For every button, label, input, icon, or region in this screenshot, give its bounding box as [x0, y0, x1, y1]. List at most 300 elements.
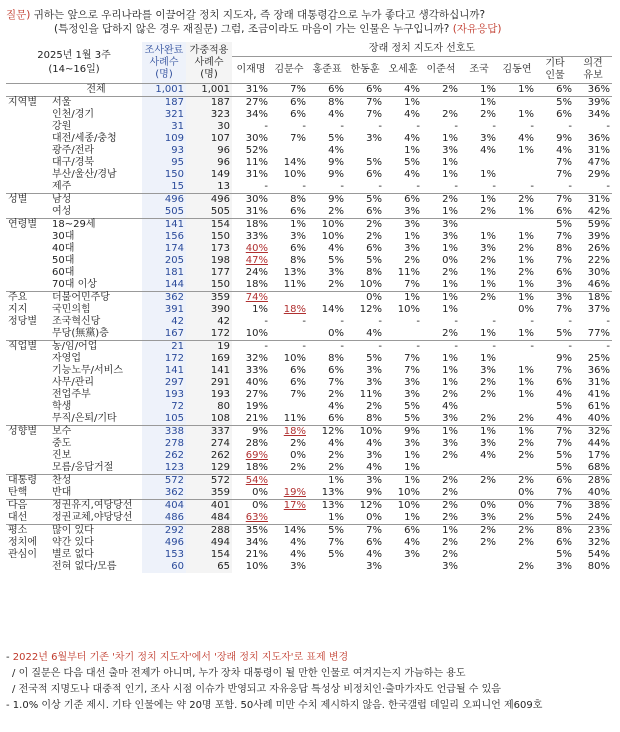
value-cell: 40% — [587, 413, 610, 424]
value-cell: 12% — [359, 304, 382, 315]
table-row — [6, 438, 612, 450]
row-label: 학생 — [52, 401, 72, 412]
value-cell: 2% — [442, 328, 458, 339]
value-cell: 1% — [404, 145, 420, 156]
table-row — [6, 328, 612, 341]
sample-count: 262 — [142, 450, 186, 462]
value-cell: 0% — [460, 500, 498, 513]
value-cell: 6% — [290, 377, 306, 388]
value-cell: 10% — [245, 561, 268, 572]
row-group-label: 주요 — [6, 292, 50, 305]
value-cell: 3% — [480, 365, 496, 376]
value-cell: 2% — [518, 267, 534, 278]
value-cell: 7% — [328, 537, 344, 548]
table-row — [6, 231, 612, 243]
row-label: 찬성 — [50, 475, 142, 488]
value-cell: 19% — [283, 487, 306, 498]
weighted-count: 494 — [186, 537, 232, 549]
value-cell: 2% — [442, 512, 458, 523]
value-cell: 3% — [404, 438, 420, 449]
value-cell: 6% — [290, 243, 306, 254]
value-cell: 36% — [587, 133, 610, 144]
value-cell: 11% — [359, 389, 382, 400]
value-cell: 54% — [232, 475, 270, 488]
weighted-count: 30 — [186, 121, 232, 133]
sample-count: 141 — [142, 219, 186, 232]
value-cell: 7% — [346, 97, 384, 110]
row-group-label — [6, 438, 50, 450]
sample-count: 15 — [142, 181, 186, 194]
value-cell: 2% — [518, 537, 534, 548]
value-cell: - — [264, 121, 268, 132]
value-cell: 1% — [460, 194, 498, 207]
value-cell: 0% — [290, 450, 306, 461]
value-cell: 6% — [556, 109, 572, 120]
value-cell: - — [264, 316, 268, 327]
value-cell: 4% — [404, 133, 420, 144]
value-cell: 1% — [518, 145, 534, 156]
value-cell: 10% — [359, 279, 382, 290]
value-cell: 2% — [480, 537, 496, 548]
table-row — [6, 549, 612, 561]
row-group-label — [6, 157, 50, 169]
weighted-count: 150 — [186, 231, 232, 243]
value-cell: 2% — [366, 231, 382, 242]
value-cell: 3% — [442, 438, 458, 449]
value-cell: 5% — [366, 353, 382, 364]
value-cell: 6% — [556, 377, 572, 388]
value-cell: 21% — [245, 549, 268, 560]
value-cell: 8% — [536, 525, 574, 538]
value-cell: 5% — [404, 157, 420, 168]
value-cell: - — [568, 121, 572, 132]
value-cell: 3% — [404, 243, 420, 254]
value-cell: - — [606, 181, 610, 192]
sample-count: 21 — [142, 341, 186, 354]
row-label: 40대 — [52, 243, 75, 254]
row-label: 70대 이상 — [52, 279, 97, 290]
table-row — [6, 169, 612, 181]
value-cell: 4% — [328, 145, 344, 156]
value-cell: 6% — [366, 243, 382, 254]
value-cell: 1% — [480, 267, 496, 278]
table-row — [6, 377, 612, 389]
value-cell: 30% — [587, 267, 610, 278]
value-cell: 17% — [270, 500, 308, 513]
value-cell: 18% — [283, 304, 306, 315]
value-cell: - — [416, 121, 420, 132]
row-label: 60대 — [52, 267, 75, 278]
value-cell: 46% — [587, 279, 610, 290]
value-cell: - — [346, 341, 384, 354]
value-cell: 9% — [556, 133, 572, 144]
value-cell: 74% — [232, 292, 270, 305]
value-cell: 5% — [366, 157, 382, 168]
value-cell: 80% — [587, 561, 610, 572]
value-cell: - — [232, 341, 270, 354]
value-cell: 6% — [290, 365, 306, 376]
row-label: 제주 — [52, 181, 72, 192]
row-label: 더불어민주당 — [50, 292, 142, 305]
value-cell: 1% — [442, 157, 458, 168]
value-cell: 6% — [346, 84, 384, 97]
value-cell: 0% — [232, 500, 270, 513]
value-cell: 1% — [384, 97, 422, 110]
value-cell: 10% — [346, 426, 384, 439]
value-cell: 2% — [422, 500, 460, 513]
value-cell: 7% — [556, 304, 572, 315]
value-cell: 39% — [587, 231, 610, 242]
row-label: 전혀 없다/모름 — [52, 561, 117, 572]
value-cell — [384, 561, 422, 573]
sample-count: 338 — [142, 426, 186, 439]
weighted-count: 274 — [186, 438, 232, 450]
value-cell: 47% — [587, 157, 610, 168]
value-cell: 4% — [556, 389, 572, 400]
value-cell: 18% — [245, 279, 268, 290]
value-cell: 3% — [556, 279, 572, 290]
value-cell: 6% — [308, 84, 346, 97]
sample-count: 60 — [142, 561, 186, 573]
value-cell: 31% — [245, 206, 268, 217]
row-label: 50대 — [52, 255, 75, 266]
value-cell: 8% — [328, 353, 344, 364]
value-cell: 69% — [245, 450, 268, 461]
value-cell: 1% — [442, 377, 458, 388]
value-cell: 6% — [384, 194, 422, 207]
value-cell: 52% — [245, 145, 268, 156]
value-cell: 11% — [397, 267, 420, 278]
value-cell: 3% — [346, 475, 384, 488]
value-cell: 63% — [245, 512, 268, 523]
value-cell: 7% — [404, 365, 420, 376]
row-group-label — [6, 109, 50, 121]
value-cell: 4% — [328, 109, 344, 120]
value-cell: 4% — [404, 109, 420, 120]
value-cell: 3% — [328, 267, 344, 278]
candidate-header: 의견 유보 — [574, 57, 612, 84]
value-cell — [460, 157, 498, 169]
row-group-label: 정치에 — [8, 537, 37, 548]
value-cell: 8% — [556, 243, 572, 254]
candidate-header: 한동훈 — [346, 57, 384, 84]
value-cell: 68% — [587, 462, 610, 473]
row-group-label: 정당별 — [8, 316, 37, 327]
value-cell: 5% — [536, 97, 574, 110]
value-cell — [498, 169, 536, 181]
sample-count: 31 — [142, 121, 186, 133]
sample-count: 496 — [142, 194, 186, 207]
value-cell: 3% — [366, 561, 382, 572]
row-label: 무당(無黨)층 — [52, 328, 109, 339]
row-label: 대구/경북 — [52, 157, 95, 168]
value-cell: 6% — [556, 537, 572, 548]
row-group-label: 지지 — [8, 304, 28, 315]
value-cell: 3% — [366, 133, 382, 144]
row-label: 강원 — [52, 121, 72, 132]
value-cell: 38% — [574, 500, 612, 513]
value-cell — [270, 512, 308, 525]
weighted-count: 337 — [186, 426, 232, 439]
value-cell: 7% — [290, 389, 306, 400]
sample-count: 93 — [142, 145, 186, 157]
table-row — [6, 255, 612, 267]
weighted-count: 288 — [186, 525, 232, 538]
value-cell — [270, 401, 308, 413]
value-cell: 31% — [574, 194, 612, 207]
row-label: 국민의힘 — [52, 304, 91, 315]
value-cell: 21% — [245, 413, 268, 424]
value-cell: 1% — [518, 255, 534, 266]
row-group-label: 탄핵 — [8, 487, 28, 498]
value-cell: 1% — [460, 426, 498, 439]
value-cell: 2% — [518, 243, 534, 254]
weighted-count: 96 — [186, 157, 232, 169]
value-cell: - — [384, 341, 422, 354]
value-cell: 28% — [245, 438, 268, 449]
value-cell: 1% — [422, 426, 460, 439]
sample-count: 278 — [142, 438, 186, 450]
candidate-header: 기타 인물 — [536, 57, 574, 84]
value-cell: 6% — [536, 475, 574, 488]
value-cell: 10% — [245, 328, 268, 339]
value-cell: 17% — [587, 450, 610, 461]
value-cell: 8% — [366, 267, 382, 278]
value-cell — [498, 157, 536, 169]
table-row — [6, 401, 612, 413]
row-label: 약간 있다 — [52, 537, 94, 548]
value-cell: 5% — [328, 133, 344, 144]
value-cell: 5% — [536, 219, 574, 232]
value-cell: 1% — [404, 462, 420, 473]
sample-count: 297 — [142, 377, 186, 389]
value-cell: 5% — [366, 255, 382, 266]
row-group-label — [6, 401, 50, 413]
value-cell: 8% — [290, 255, 306, 266]
value-cell: 7% — [536, 500, 574, 513]
value-cell: - — [340, 316, 344, 327]
value-cell: 7% — [556, 365, 572, 376]
value-cell: 6% — [556, 267, 572, 278]
value-cell: 2% — [404, 255, 420, 266]
value-cell: 3% — [536, 292, 574, 305]
weighted-count: 169 — [186, 353, 232, 365]
value-cell: 9% — [366, 487, 382, 498]
value-cell: - — [568, 181, 572, 192]
value-cell: 0% — [328, 328, 344, 339]
value-cell: 3% — [442, 145, 458, 156]
row-group-label — [6, 279, 50, 292]
value-cell: 10% — [321, 231, 344, 242]
value-cell: 4% — [404, 169, 420, 180]
table-row — [6, 365, 612, 377]
value-cell: 6% — [556, 206, 572, 217]
value-cell: 1% — [328, 512, 344, 523]
row-group-label — [6, 231, 50, 243]
value-cell — [498, 353, 536, 365]
sample-count: 153 — [142, 549, 186, 561]
value-cell: 3% — [422, 219, 460, 232]
value-cell: 2% — [518, 413, 534, 424]
value-cell: 2% — [328, 462, 344, 473]
value-cell: 0% — [518, 487, 534, 498]
value-cell: 3% — [290, 561, 306, 572]
weighted-count: 141 — [186, 365, 232, 377]
value-cell: 6% — [270, 97, 308, 110]
row-group-label — [6, 365, 50, 377]
sample-count: 109 — [142, 133, 186, 145]
value-cell: 28% — [574, 475, 612, 488]
value-cell: 9% — [308, 194, 346, 207]
value-cell: 13% — [321, 487, 344, 498]
table-row — [6, 145, 612, 157]
value-cell: 22% — [587, 255, 610, 266]
value-cell: - — [536, 341, 574, 354]
value-cell: 18% — [270, 426, 308, 439]
value-cell: 2% — [480, 109, 496, 120]
value-cell: 2% — [480, 389, 496, 400]
value-cell: 30% — [232, 194, 270, 207]
value-cell: 4% — [480, 145, 496, 156]
row-group-label — [6, 450, 50, 462]
value-cell: 33% — [245, 365, 268, 376]
value-cell: 5% — [404, 401, 420, 412]
value-cell: 2% — [460, 525, 498, 538]
value-cell: - — [308, 341, 346, 354]
value-cell: - — [574, 341, 612, 354]
table-row — [6, 413, 612, 426]
value-cell: 1% — [518, 109, 534, 120]
sample-count: 362 — [142, 487, 186, 500]
value-cell: 18% — [245, 462, 268, 473]
row-group-label — [6, 121, 50, 133]
row-label: 30대 — [52, 231, 75, 242]
footnote: / 전국적 지명도나 대중적 인기, 조사 시점 이슈가 반영되고 자유응답 특성상 비정치인·출마가자도 언급될 수 있음 — [12, 684, 501, 695]
value-cell — [498, 549, 536, 561]
value-cell: - — [270, 341, 308, 354]
value-cell: 9% — [232, 426, 270, 439]
value-cell: 3% — [404, 389, 420, 400]
value-cell — [270, 292, 308, 305]
sample-count: 292 — [142, 525, 186, 538]
row-group-label: 다음 — [6, 500, 50, 513]
sample-count: 150 — [142, 169, 186, 181]
table-row — [6, 194, 612, 207]
value-cell: 6% — [366, 537, 382, 548]
value-cell: 18% — [232, 219, 270, 232]
value-cell: 2% — [328, 389, 344, 400]
value-cell: - — [416, 181, 420, 192]
weighted-count: 390 — [186, 304, 232, 316]
value-cell: 5% — [346, 194, 384, 207]
value-cell: 1% — [442, 353, 458, 364]
value-cell: 10% — [283, 353, 306, 364]
value-cell: 2% — [442, 109, 458, 120]
value-cell: 39% — [574, 97, 612, 110]
weighted-count: 198 — [186, 255, 232, 267]
value-cell: 0% — [498, 500, 536, 513]
footnote: - 2022년 6월부터 기존 '차기 정치 지도자'에서 '장래 정치 지도자'로 표제 변경 — [6, 652, 349, 663]
value-cell: 2% — [290, 438, 306, 449]
value-cell: 19% — [245, 401, 268, 412]
value-cell: 4% — [404, 537, 420, 548]
row-group-label — [6, 328, 50, 341]
value-cell — [460, 487, 498, 500]
value-cell: 6% — [366, 206, 382, 217]
value-cell: 7% — [536, 194, 574, 207]
results-table — [6, 42, 612, 573]
weighted-count: 96 — [186, 145, 232, 157]
row-label: 서울 — [50, 97, 142, 110]
value-cell — [460, 462, 498, 475]
value-cell: 1% — [442, 304, 458, 315]
footnote: / 이 질문은 다음 대선 출마 전제가 아니며, 누가 장차 대통령이 될 만한 인물로 여겨지는지 가늠하는 용도 — [12, 668, 466, 679]
value-cell: 1% — [442, 133, 458, 144]
value-cell: 1% — [422, 292, 460, 305]
sample-count: 181 — [142, 267, 186, 279]
sample-count: 193 — [142, 389, 186, 401]
weighted-count: 65 — [186, 561, 232, 573]
value-cell: 5% — [308, 525, 346, 538]
value-cell: - — [340, 181, 344, 192]
value-cell: 5% — [556, 450, 572, 461]
period-header: 2025년 1월 3주 (14~16일) — [6, 42, 142, 84]
value-cell: 7% — [556, 255, 572, 266]
value-cell: 34% — [587, 109, 610, 120]
value-cell: - — [460, 341, 498, 354]
value-cell: 27% — [232, 97, 270, 110]
value-cell: 1% — [460, 97, 498, 110]
weighted-count: 177 — [186, 267, 232, 279]
value-cell: - — [454, 121, 458, 132]
value-cell: 7% — [556, 487, 572, 498]
table-row — [6, 97, 612, 110]
candidate-header: 김동연 — [498, 57, 536, 84]
value-cell: 4% — [366, 462, 382, 473]
row-group-label — [6, 133, 50, 145]
value-cell: 31% — [587, 377, 610, 388]
value-cell: 0% — [518, 304, 534, 315]
sample-count: 496 — [142, 537, 186, 549]
value-cell: - — [530, 121, 534, 132]
value-cell: 7% — [536, 426, 574, 439]
value-cell: 2% — [518, 561, 534, 572]
value-cell: - — [378, 181, 382, 192]
value-cell — [308, 561, 346, 573]
row-group-label: 성별 — [6, 194, 50, 207]
value-cell: 2% — [518, 438, 534, 449]
weighted-count: 154 — [186, 219, 232, 232]
row-group-label — [6, 206, 50, 219]
weighted-count: 173 — [186, 243, 232, 255]
question-block — [6, 8, 614, 36]
value-cell: 2% — [328, 279, 344, 290]
candidate-header: 조국 — [460, 57, 498, 84]
value-cell: 5% — [328, 549, 344, 560]
value-cell: 6% — [328, 365, 344, 376]
value-cell: 61% — [587, 401, 610, 412]
row-group-label — [6, 255, 50, 267]
value-cell: 2% — [366, 401, 382, 412]
value-cell: 4% — [290, 549, 306, 560]
value-cell: 26% — [587, 243, 610, 254]
value-cell: 2% — [442, 450, 458, 461]
value-cell: 3% — [442, 413, 458, 424]
value-cell: 1% — [384, 475, 422, 488]
table-row — [6, 512, 612, 525]
value-cell — [498, 219, 536, 232]
value-cell: 6% — [328, 413, 344, 424]
